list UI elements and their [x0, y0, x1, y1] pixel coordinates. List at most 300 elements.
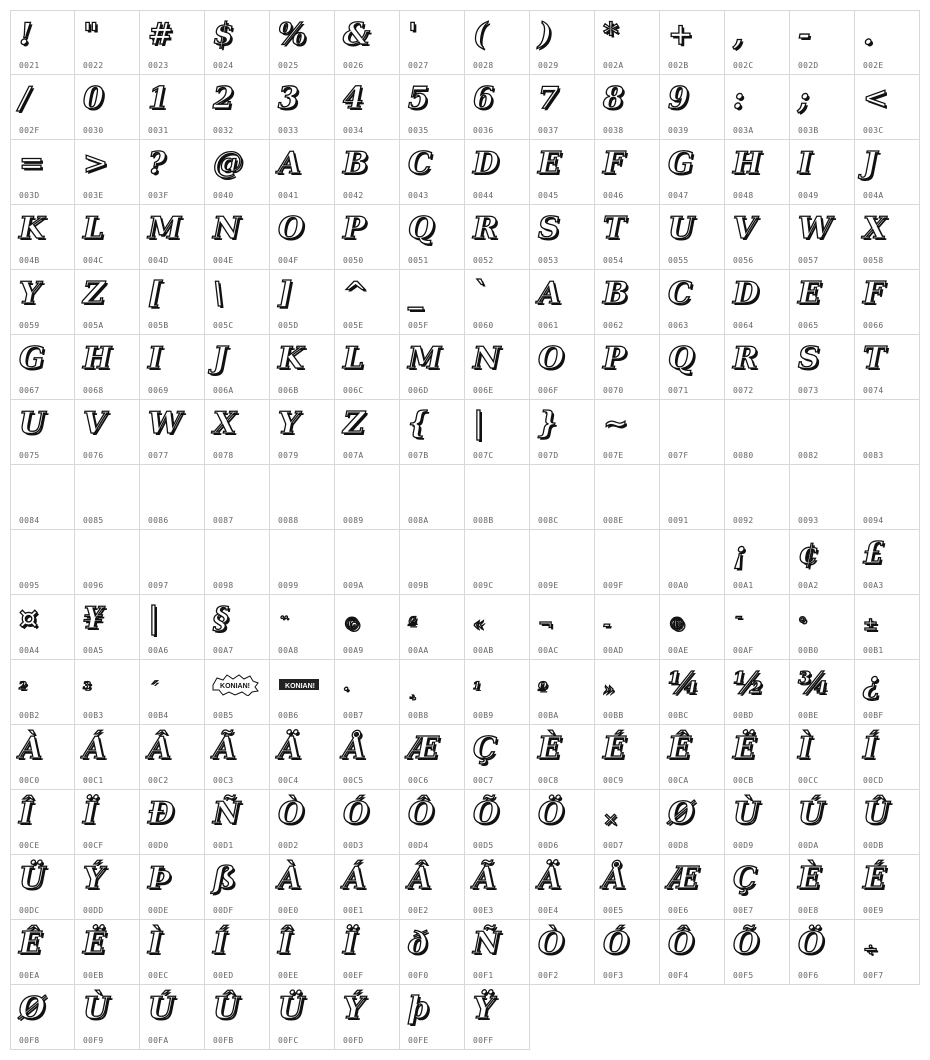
glyph-cell — [790, 790, 855, 855]
glyph-cell — [855, 205, 920, 270]
glyph-sample: Ì — [148, 926, 163, 961]
glyph-code-label: 00C1 — [83, 776, 104, 785]
glyph-sample: : — [733, 81, 745, 116]
glyph-sample: Á — [83, 731, 107, 766]
glyph-code-label: 00CE — [19, 841, 40, 850]
glyph-sample: ¤ — [19, 601, 39, 636]
glyph-cell — [205, 530, 270, 595]
glyph-sample: P — [343, 211, 366, 246]
glyph-sample: Í — [863, 731, 878, 766]
glyph-code-label: 0072 — [733, 386, 754, 395]
glyph-cell — [205, 465, 270, 530]
glyph-code-label: 00AE — [668, 646, 689, 655]
glyph-sample: * — [603, 17, 619, 52]
glyph-sample: ° — [798, 614, 807, 635]
glyph-sample: Y — [19, 276, 41, 311]
glyph-code-label: 0064 — [733, 321, 754, 330]
glyph-sample: ( — [473, 17, 488, 52]
glyph-sample: J — [213, 341, 228, 376]
glyph-cell — [10, 140, 75, 205]
glyph-cell — [400, 530, 465, 595]
glyph-code-label: 0047 — [668, 191, 689, 200]
glyph-cell — [595, 140, 660, 205]
glyph-sample: X — [213, 406, 237, 441]
glyph-cell — [595, 270, 660, 335]
glyph-cell — [790, 140, 855, 205]
glyph-cell — [595, 855, 660, 920]
glyph-sample: þ — [408, 991, 429, 1026]
glyph-code-label: 00E9 — [863, 906, 884, 915]
glyph-sample: H — [733, 146, 762, 181]
glyph-cell — [790, 855, 855, 920]
glyph-code-label: 00FE — [408, 1036, 429, 1045]
glyph-code-label: 00BE — [798, 711, 819, 720]
glyph-cell — [205, 270, 270, 335]
glyph-code-label: 008B — [473, 516, 494, 525]
glyph-cell — [400, 790, 465, 855]
glyph-code-label: 00AC — [538, 646, 559, 655]
glyph-cell — [465, 985, 530, 1050]
glyph-cell — [530, 140, 595, 205]
glyph-cell — [725, 595, 790, 660]
glyph-code-label: 0060 — [473, 321, 494, 330]
glyph-sample: ¢ — [798, 536, 819, 571]
glyph-code-label: 004E — [213, 256, 234, 265]
glyph-code-label: 00EA — [19, 971, 40, 980]
glyph-code-label: 00B8 — [408, 711, 429, 720]
glyph-cell — [725, 205, 790, 270]
glyph-code-label: 0048 — [733, 191, 754, 200]
glyph-code-label: 0052 — [473, 256, 494, 265]
glyph-cell — [140, 595, 205, 660]
glyph-code-label: 00F9 — [83, 1036, 104, 1045]
glyph-code-label: 00FC — [278, 1036, 299, 1045]
glyph-code-label: 00FA — [148, 1036, 169, 1045]
glyph-code-label: 0069 — [148, 386, 169, 395]
glyph-sample: Ã — [213, 731, 237, 766]
glyph-sample: Ä — [278, 731, 302, 766]
glyph-cell — [660, 595, 725, 660]
glyph-code-label: 002D — [798, 61, 819, 70]
glyph-code-label: 00FB — [213, 1036, 234, 1045]
glyph-code-label: 00CB — [733, 776, 754, 785]
glyph-cell — [855, 530, 920, 595]
glyph-sample: ; — [798, 81, 810, 116]
glyph-sample: & — [343, 17, 371, 52]
glyph-cell — [270, 595, 335, 660]
glyph-sample: S — [538, 211, 560, 246]
glyph-sample: Ï — [83, 796, 98, 831]
glyph-sample: > — [83, 146, 109, 181]
glyph-code-label: 0085 — [83, 516, 104, 525]
glyph-sample: Å — [343, 731, 367, 766]
glyph-code-label: 0083 — [863, 451, 884, 460]
glyph-code-label: 0022 — [83, 61, 104, 70]
glyph-cell — [205, 725, 270, 790]
glyph-code-label: 00F6 — [798, 971, 819, 980]
glyph-cell — [790, 205, 855, 270]
glyph-sample: M — [408, 341, 442, 376]
glyph-cell — [660, 335, 725, 400]
glyph-cell — [140, 725, 205, 790]
glyph-sample: ß — [213, 861, 236, 896]
glyph-code-label: 002A — [603, 61, 624, 70]
glyph-code-label: 00C5 — [343, 776, 364, 785]
glyph-cell — [530, 530, 595, 595]
glyph-code-label: 00F7 — [863, 971, 884, 980]
glyph-code-label: 00A2 — [798, 581, 819, 590]
glyph-cell — [400, 465, 465, 530]
glyph-cell — [595, 920, 660, 985]
glyph-cell — [205, 855, 270, 920]
glyph-code-label: 0058 — [863, 256, 884, 265]
glyph-sample: Ô — [408, 796, 435, 831]
glyph-sample: I — [148, 341, 163, 376]
glyph-code-label: 00E2 — [408, 906, 429, 915]
glyph-sample: Þ — [148, 861, 171, 896]
glyph-sample: Á — [343, 861, 367, 896]
glyph-cell — [595, 205, 660, 270]
glyph-code-label: 0061 — [538, 321, 559, 330]
glyph-cell — [725, 335, 790, 400]
glyph-cell — [335, 985, 400, 1050]
glyph-code-label: 004D — [148, 256, 169, 265]
glyph-cell — [205, 10, 270, 75]
glyph-code-label: 00F8 — [19, 1036, 40, 1045]
glyph-sample: Q — [408, 211, 435, 246]
glyph-code-label: 0067 — [19, 386, 40, 395]
glyph-sample: ¬ — [538, 614, 554, 635]
glyph-code-label: 0091 — [668, 516, 689, 525]
svg-text:KONIAN!: KONIAN! — [220, 683, 250, 690]
glyph-cell — [855, 75, 920, 140]
glyph-cell — [595, 595, 660, 660]
glyph-code-label: 0028 — [473, 61, 494, 70]
glyph-code-label: 005A — [83, 321, 104, 330]
glyph-cell — [530, 465, 595, 530]
glyph-cell — [270, 985, 335, 1050]
glyph-cell — [205, 205, 270, 270]
glyph-cell — [725, 855, 790, 920]
glyph-code-label: 007B — [408, 451, 429, 460]
glyph-cell — [335, 790, 400, 855]
glyph-sample: Ü — [278, 991, 305, 1026]
glyph-cell — [400, 985, 465, 1050]
glyph-cell — [270, 140, 335, 205]
glyph-sample: Æ — [408, 731, 440, 766]
glyph-code-label: 0097 — [148, 581, 169, 590]
glyph-sample: ? — [148, 146, 166, 181]
glyph-cell — [140, 920, 205, 985]
glyph-cell — [75, 595, 140, 660]
glyph-sample: Ó — [343, 796, 370, 831]
glyph-cell — [530, 595, 595, 660]
glyph-code-label: 00F0 — [408, 971, 429, 980]
glyph-code-label: 0092 — [733, 516, 754, 525]
glyph-code-label: 0056 — [733, 256, 754, 265]
glyph-sample: ð — [408, 926, 429, 961]
glyph-cell — [400, 660, 465, 725]
glyph-code-label: 006F — [538, 386, 559, 395]
glyph-code-label: 003B — [798, 126, 819, 135]
glyph-cell — [725, 660, 790, 725]
glyph-code-label: 00D0 — [148, 841, 169, 850]
glyph-sample: Û — [863, 796, 890, 831]
glyph-sample: £ — [863, 536, 884, 571]
glyph-code-label: 00B9 — [473, 711, 494, 720]
glyph-code-label: 0059 — [19, 321, 40, 330]
glyph-code-label: 00BD — [733, 711, 754, 720]
glyph-cell — [725, 790, 790, 855]
glyph-cell — [205, 595, 270, 660]
glyph-code-label: 0029 — [538, 61, 559, 70]
glyph-code-label: 006E — [473, 386, 494, 395]
glyph-cell — [530, 920, 595, 985]
glyph-cell — [855, 595, 920, 660]
glyph-sample: % — [278, 17, 307, 52]
glyph-code-label: 0095 — [19, 581, 40, 590]
glyph-code-label: 007A — [343, 451, 364, 460]
glyph-code-label: 0024 — [213, 61, 234, 70]
glyph-sample: 0 — [83, 81, 104, 116]
glyph-code-label: 0089 — [343, 516, 364, 525]
glyph-code-label: 007D — [538, 451, 559, 460]
glyph-code-label: 00F4 — [668, 971, 689, 980]
glyph-cell — [270, 920, 335, 985]
glyph-sample: P — [603, 341, 626, 376]
glyph-sample: ` — [473, 276, 488, 311]
glyph-code-label: 00FD — [343, 1036, 364, 1045]
glyph-code-label: 0040 — [213, 191, 234, 200]
glyph-cell — [530, 855, 595, 920]
glyph-cell — [465, 75, 530, 140]
glyph-cell — [205, 660, 270, 725]
glyph-sample: Ë — [83, 926, 106, 961]
glyph-sample: Q — [668, 341, 695, 376]
glyph-cell — [140, 270, 205, 335]
glyph-cell — [660, 75, 725, 140]
glyph-code-label: 0084 — [19, 516, 40, 525]
glyph-code-label: 008C — [538, 516, 559, 525]
glyph-code-label: 0093 — [798, 516, 819, 525]
glyph-code-label: 009E — [538, 581, 559, 590]
glyph-sample: G — [668, 146, 694, 181]
glyph-sample: Ç — [473, 731, 497, 766]
glyph-sample: ) — [538, 17, 553, 52]
glyph-code-label: 00BA — [538, 711, 559, 720]
glyph-sample: } — [538, 406, 558, 441]
glyph-sample: ¼ — [668, 666, 700, 701]
glyph-sample: O — [278, 211, 305, 246]
glyph-sample: T — [863, 341, 886, 376]
glyph-sample: Ð — [148, 796, 175, 831]
glyph-sample: N — [473, 341, 501, 376]
glyph-cell — [335, 10, 400, 75]
glyph-sample: « — [473, 614, 485, 635]
glyph-cell — [465, 205, 530, 270]
glyph-code-label: 0044 — [473, 191, 494, 200]
glyph-code-label: 00A1 — [733, 581, 754, 590]
glyph-cell — [335, 270, 400, 335]
glyph-code-label: 0025 — [278, 61, 299, 70]
glyph-cell — [205, 400, 270, 465]
glyph-sample: Ù — [733, 796, 760, 831]
glyph-code-label: 00EB — [83, 971, 104, 980]
glyph-code-label: 00DE — [148, 906, 169, 915]
glyph-code-label: 00F2 — [538, 971, 559, 980]
glyph-sample: 2 — [213, 81, 234, 116]
glyph-cell — [465, 400, 530, 465]
glyph-code-label: 007F — [668, 451, 689, 460]
glyph-cell — [335, 140, 400, 205]
glyph-cell — [465, 660, 530, 725]
glyph-cell — [270, 725, 335, 790]
glyph-sample: Û — [213, 991, 240, 1026]
glyph-sample: S — [798, 341, 820, 376]
glyph-code-label: 0096 — [83, 581, 104, 590]
glyph-sample: Ú — [798, 796, 825, 831]
glyph-cell — [205, 920, 270, 985]
glyph-code-label: 00E7 — [733, 906, 754, 915]
glyph-cell — [855, 140, 920, 205]
glyph-code-label: 00EE — [278, 971, 299, 980]
glyph-cell — [75, 75, 140, 140]
glyph-cell — [205, 985, 270, 1050]
glyph-code-label: 0036 — [473, 126, 494, 135]
glyph-cell — [270, 660, 335, 725]
glyph-code-label: 0049 — [798, 191, 819, 200]
glyph-sample: R — [733, 341, 758, 376]
glyph-sample: R — [473, 211, 498, 246]
glyph-cell — [725, 465, 790, 530]
glyph-cell — [465, 790, 530, 855]
glyph-code-label: 0086 — [148, 516, 169, 525]
glyph-code-label: 004C — [83, 256, 104, 265]
glyph-cell — [595, 660, 660, 725]
glyph-cell — [790, 595, 855, 660]
glyph-cell — [855, 660, 920, 725]
glyph-cell — [660, 140, 725, 205]
glyph-cell — [660, 270, 725, 335]
glyph-code-label: 0042 — [343, 191, 364, 200]
svg-text:KONIAN!: KONIAN! — [285, 683, 315, 690]
glyph-code-label: 0077 — [148, 451, 169, 460]
glyph-sample: Ú — [148, 991, 175, 1026]
glyph-code-label: 00FF — [473, 1036, 494, 1045]
glyph-code-label: 0099 — [278, 581, 299, 590]
glyph-code-label: 00D2 — [278, 841, 299, 850]
glyph-sample: Ù — [83, 991, 110, 1026]
glyph-sample: ' — [408, 17, 418, 52]
glyph-cell — [140, 790, 205, 855]
glyph-code-label: 003A — [733, 126, 754, 135]
glyph-code-label: 0068 — [83, 386, 104, 395]
glyph-cell — [335, 855, 400, 920]
glyph-code-label: 004F — [278, 256, 299, 265]
glyph-sample: # — [148, 17, 174, 52]
glyph-sample: Ì — [798, 731, 813, 766]
glyph-code-label: 00B3 — [83, 711, 104, 720]
glyph-code-label: 00C8 — [538, 776, 559, 785]
glyph-cell — [400, 10, 465, 75]
glyph-code-label: 00CF — [83, 841, 104, 850]
glyph-cell — [270, 205, 335, 270]
glyph-code-label: 0051 — [408, 256, 429, 265]
glyph-code-label: 00AF — [733, 646, 754, 655]
glyph-sample: Â — [148, 731, 172, 766]
glyph-cell — [465, 10, 530, 75]
glyph-cell — [855, 790, 920, 855]
glyph-code-label: 0055 — [668, 256, 689, 265]
glyph-cell — [855, 270, 920, 335]
glyph-code-label: 0065 — [798, 321, 819, 330]
glyph-code-label: 00E4 — [538, 906, 559, 915]
glyph-cell — [270, 790, 335, 855]
glyph-sample: Ç — [733, 861, 757, 896]
glyph-cell — [10, 335, 75, 400]
glyph-code-label: 00A0 — [668, 581, 689, 590]
glyph-code-label: 006D — [408, 386, 429, 395]
glyph-sample: Æ — [668, 861, 700, 896]
glyph-sample: × — [603, 809, 619, 830]
glyph-code-label: 00A4 — [19, 646, 40, 655]
glyph-cell — [10, 465, 75, 530]
glyph-sample: < — [863, 81, 889, 116]
glyph-cell — [465, 855, 530, 920]
glyph-cell — [75, 920, 140, 985]
glyph-sample: ± — [863, 614, 879, 635]
glyph-cell — [790, 465, 855, 530]
glyph-sample: A — [278, 146, 302, 181]
glyph-code-label: 005C — [213, 321, 234, 330]
glyph-cell — [140, 855, 205, 920]
glyph-sample: É — [863, 861, 886, 896]
glyph-cell — [400, 270, 465, 335]
character-map-grid — [10, 10, 920, 1050]
glyph-sample: V — [83, 406, 107, 441]
glyph-code-label: 0039 — [668, 126, 689, 135]
glyph-sample: U — [668, 211, 695, 246]
glyph-code-label: 009F — [603, 581, 624, 590]
glyph-cell — [270, 10, 335, 75]
glyph-cell — [10, 660, 75, 725]
glyph-code-label: 00A3 — [863, 581, 884, 590]
glyph-sample: ¡ — [733, 536, 747, 571]
glyph-cell — [660, 530, 725, 595]
glyph-code-label: 0041 — [278, 191, 299, 200]
glyph-code-label: 0043 — [408, 191, 429, 200]
glyph-cell — [75, 140, 140, 205]
glyph-sample: O — [538, 341, 565, 376]
glyph-cell — [140, 985, 205, 1050]
glyph-code-label: 00D6 — [538, 841, 559, 850]
glyph-sample: Ä — [538, 861, 562, 896]
glyph-code-label: 00A5 — [83, 646, 104, 655]
glyph-code-label: 0054 — [603, 256, 624, 265]
glyph-cell — [725, 920, 790, 985]
glyph-cell — [140, 400, 205, 465]
glyph-cell — [855, 465, 920, 530]
glyph-cell — [595, 725, 660, 790]
glyph-code-label: 00B5 — [213, 711, 234, 720]
glyph-sample: È — [798, 861, 821, 896]
glyph-cell — [465, 335, 530, 400]
glyph-cell — [10, 75, 75, 140]
glyph-code-label: 0076 — [83, 451, 104, 460]
glyph-sample: ¹ — [473, 679, 481, 700]
glyph-cell — [660, 10, 725, 75]
glyph-sample: F — [863, 276, 885, 311]
